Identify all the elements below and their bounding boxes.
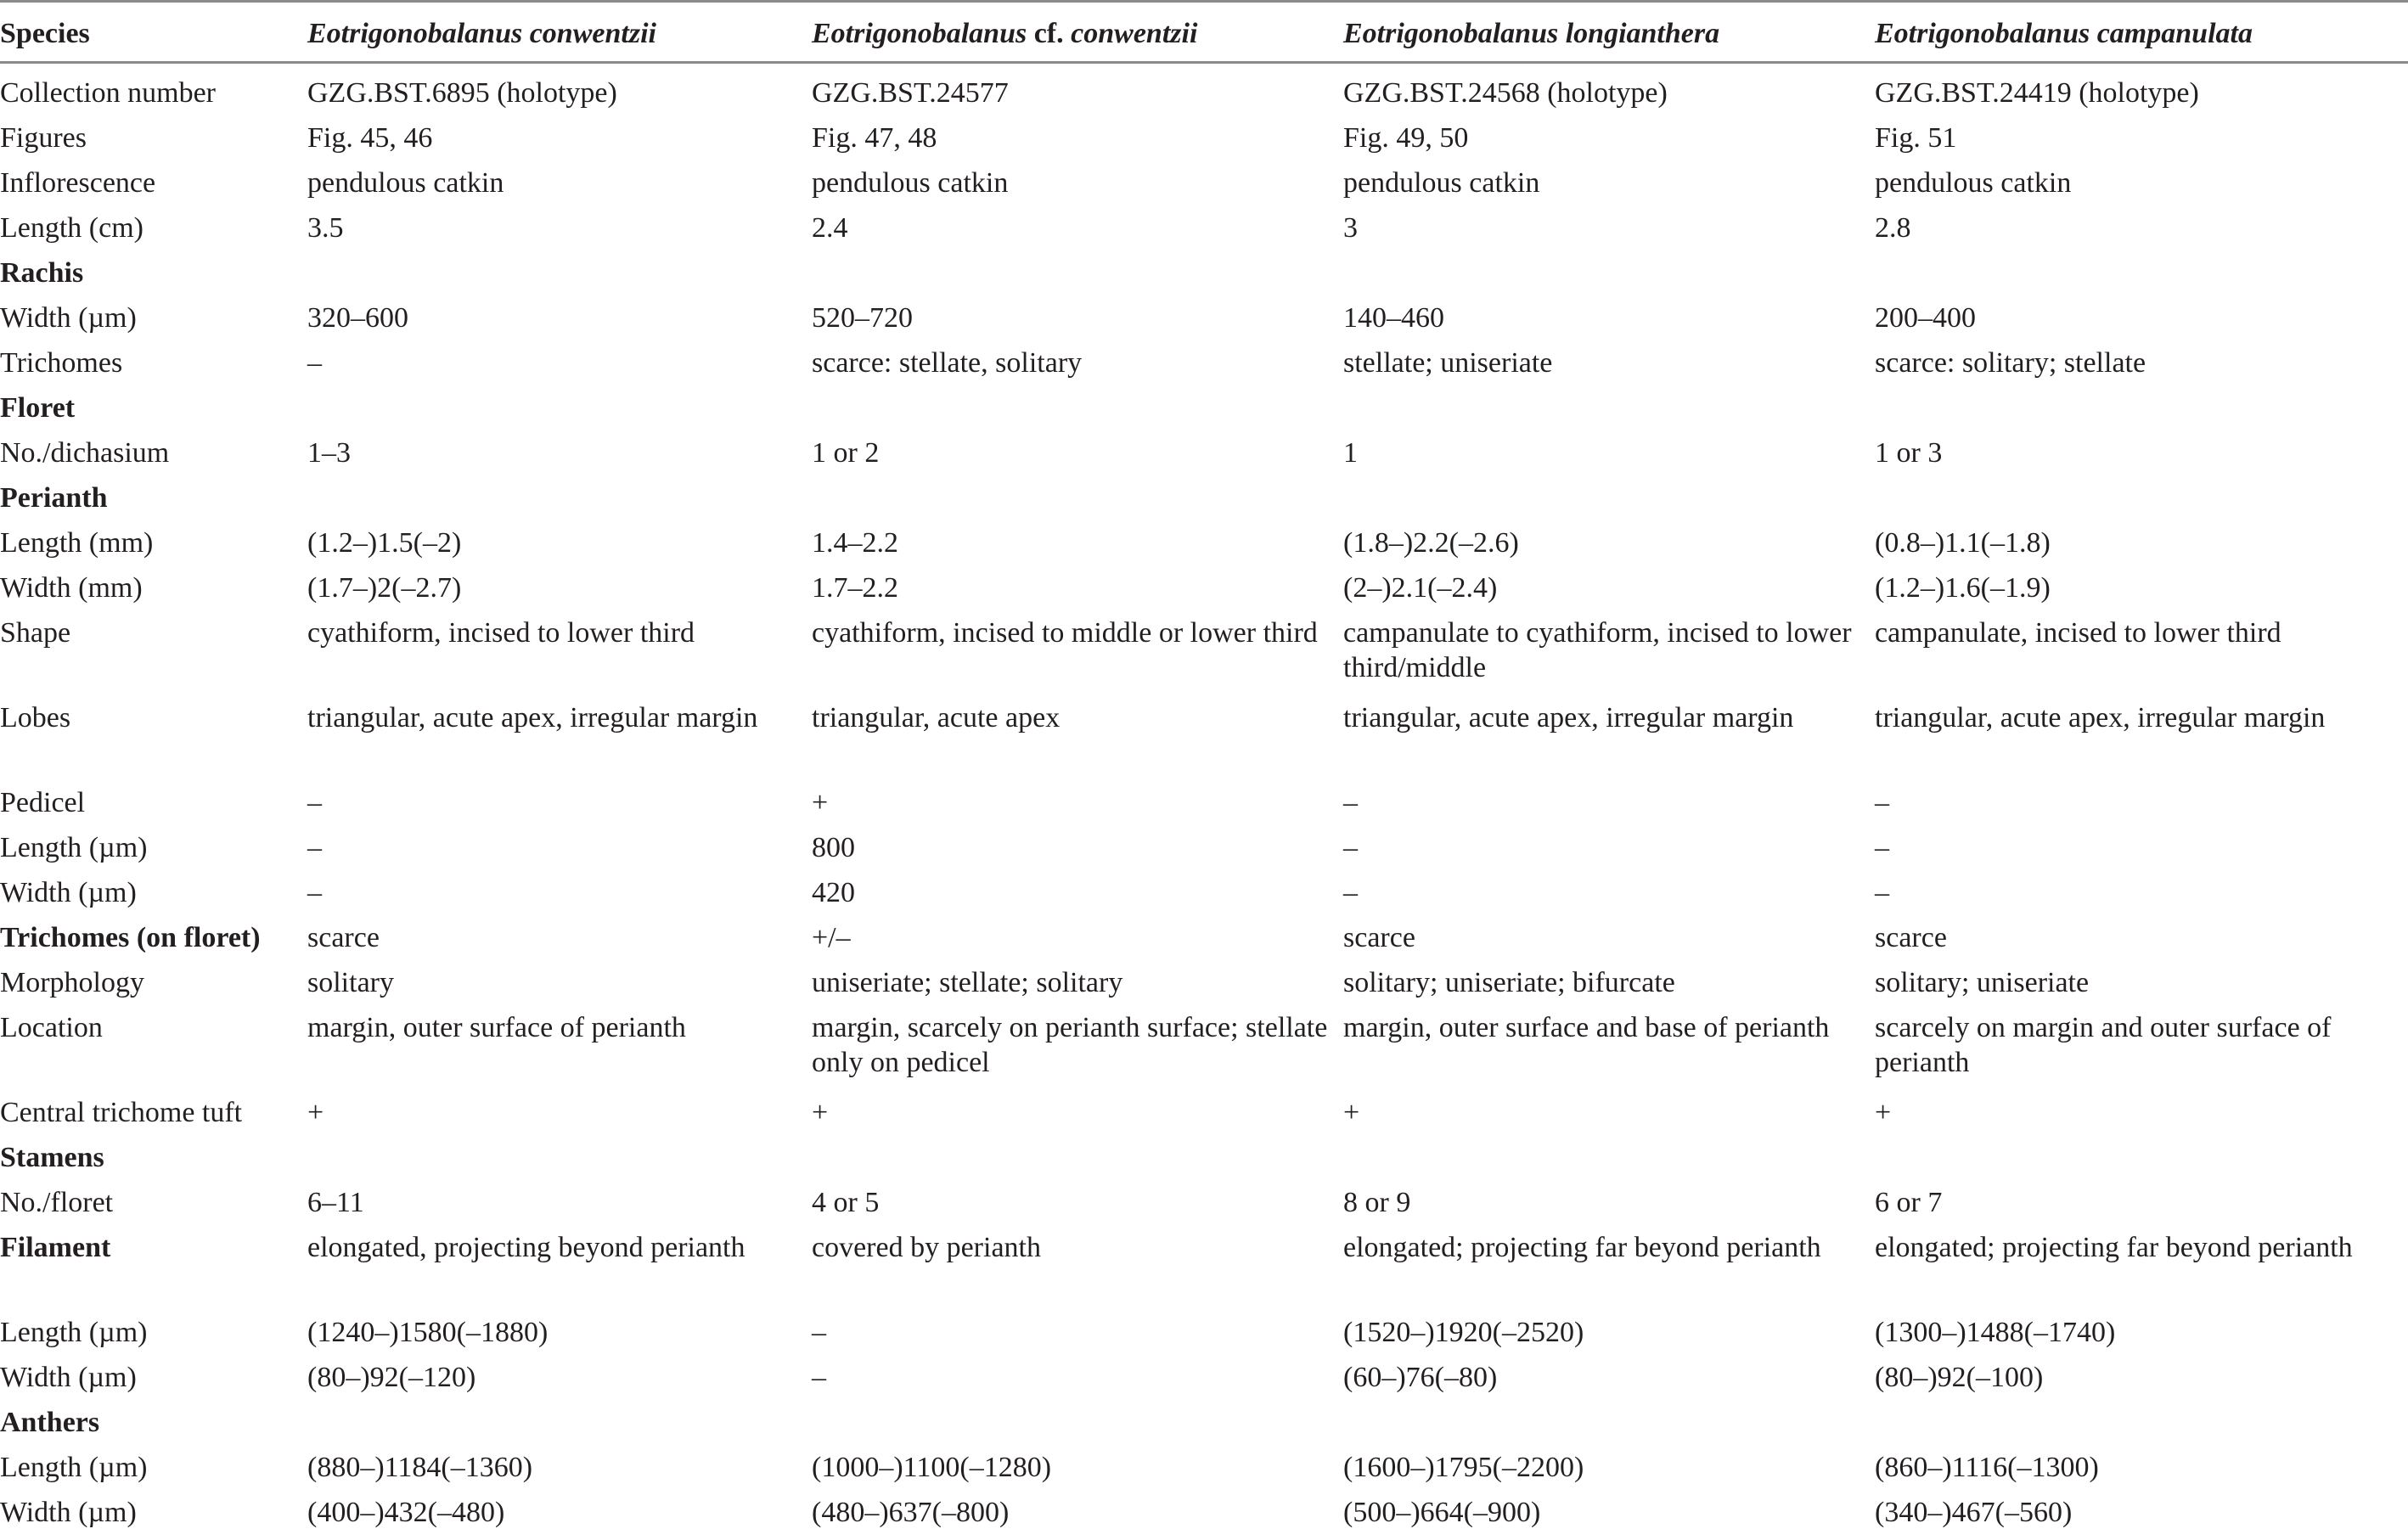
table-section-row [0, 920, 2408, 965]
row-label: Length (mm) [0, 526, 307, 570]
table-cell: solitary [307, 965, 812, 1010]
table-cell: + [812, 1095, 1343, 1140]
table-cell: scarce [1875, 920, 2408, 965]
table-cell [812, 256, 1343, 301]
table-cell: cyathiform, incised to lower third [307, 615, 812, 700]
column-header [1875, 2, 2408, 63]
section-label: Rachis [0, 256, 307, 301]
table-cell: 200–400 [1875, 301, 2408, 346]
table-cell: (1300–)1488(–1740) [1875, 1315, 2408, 1360]
table-cell: scarce: solitary; stellate [1875, 346, 2408, 391]
table-cell: campanulate, incised to lower third [1875, 615, 2408, 700]
section-label: Perianth [0, 481, 307, 526]
row-label: Width (µm) [0, 1360, 307, 1405]
table-cell: pendulous catkin [812, 166, 1343, 211]
table-cell: + [307, 1095, 812, 1140]
table-cell: scarce [1343, 920, 1875, 965]
table-cell: 1.7–2.2 [812, 570, 1343, 615]
table-cell: cyathiform, incised to middle or lower third [812, 615, 1343, 700]
table-cell: (500–)664(–900) [1343, 1495, 1875, 1540]
section-label: Stamens [0, 1140, 307, 1185]
table-row [0, 1315, 2408, 1360]
section-label: Trichomes (on floret) [0, 920, 307, 965]
table-row [0, 785, 2408, 830]
table-cell [1875, 1140, 2408, 1185]
row-label: Collection number [0, 63, 307, 121]
table-header [0, 2, 2408, 63]
table-cell [1875, 256, 2408, 301]
table-cell: (1600–)1795(–2200) [1343, 1450, 1875, 1495]
table-cell: – [307, 875, 812, 920]
table-cell: – [307, 346, 812, 391]
table-cell: margin, outer surface of perianth [307, 1010, 812, 1095]
species-epithet: conwentzii [530, 18, 656, 49]
table-cell: margin, scarcely on perianth surface; stellate only on pedicel [812, 1010, 1343, 1095]
table-cell [1343, 1140, 1875, 1185]
table-cell [307, 391, 812, 436]
table-cell: (1.2–)1.5(–2) [307, 526, 812, 570]
table-cell: triangular, acute apex, irregular margin [1875, 700, 2408, 785]
row-label: No./dichasium [0, 436, 307, 481]
row-label: Length (µm) [0, 1450, 307, 1495]
genus-name: Eotrigonobalanus [812, 18, 1027, 49]
table-cell: campanulate to cyathiform, incised to lower third/middle [1343, 615, 1875, 700]
table-cell: pendulous catkin [1875, 166, 2408, 211]
qualifier: cf. [1034, 18, 1064, 49]
table-cell: Fig. 51 [1875, 121, 2408, 166]
table-cell: 1 or 3 [1875, 436, 2408, 481]
section-label: Anthers [0, 1405, 307, 1450]
table-cell: (340–)467(–560) [1875, 1495, 2408, 1540]
row-label: Length (cm) [0, 211, 307, 256]
table-cell: 140–460 [1343, 301, 1875, 346]
table-cell: stellate; uniseriate [1343, 346, 1875, 391]
table-cell: (1520–)1920(–2520) [1343, 1315, 1875, 1360]
table-row [0, 1185, 2408, 1230]
row-label: Width (µm) [0, 875, 307, 920]
table-row [0, 570, 2408, 615]
table-section-row [0, 481, 2408, 526]
table-cell: pendulous catkin [1343, 166, 1875, 211]
row-label: Width (µm) [0, 301, 307, 346]
table-row [0, 121, 2408, 166]
table-section-row [0, 256, 2408, 301]
table-section-row [0, 1405, 2408, 1450]
table-cell: triangular, acute apex, irregular margin [307, 700, 812, 785]
table-row [0, 301, 2408, 346]
table-cell: 2.8 [1875, 211, 2408, 256]
species-header: Species [0, 2, 307, 63]
table-cell: 6–11 [307, 1185, 812, 1230]
species-epithet: conwentzii [1071, 18, 1197, 49]
table-cell: + [1343, 1095, 1875, 1140]
table-cell: – [1343, 785, 1875, 830]
row-label: No./floret [0, 1185, 307, 1230]
table-cell: – [1343, 875, 1875, 920]
table-section-row [0, 391, 2408, 436]
table-cell: – [812, 1315, 1343, 1360]
table-cell: (1.8–)2.2(–2.6) [1343, 526, 1875, 570]
table-cell: covered by perianth [812, 1230, 1343, 1315]
table-row [0, 1010, 2408, 1095]
table-section-row [0, 1140, 2408, 1185]
header-row [0, 2, 2408, 63]
row-label: Lobes [0, 700, 307, 785]
table-row [0, 875, 2408, 920]
table-cell: 8 or 9 [1343, 1185, 1875, 1230]
table-cell: Fig. 47, 48 [812, 121, 1343, 166]
table-cell: 6 or 7 [1875, 1185, 2408, 1230]
table-row [0, 63, 2408, 121]
table-cell: scarce: stellate, solitary [812, 346, 1343, 391]
table-cell: 320–600 [307, 301, 812, 346]
table-section-row [0, 1230, 2408, 1315]
table-cell: uniseriate; stellate; solitary [812, 965, 1343, 1010]
table-cell: (1.2–)1.6(–1.9) [1875, 570, 2408, 615]
table-row [0, 965, 2408, 1010]
table-row [0, 830, 2408, 875]
table-cell [1343, 1405, 1875, 1450]
table-row [0, 1450, 2408, 1495]
row-label: Length (µm) [0, 830, 307, 875]
table-row [0, 436, 2408, 481]
table-cell: (480–)637(–800) [812, 1495, 1343, 1540]
species-epithet: longianthera [1566, 18, 1719, 49]
genus-name: Eotrigonobalanus [1875, 18, 2090, 49]
table-cell: 1 or 2 [812, 436, 1343, 481]
table-cell: 1–3 [307, 436, 812, 481]
table-cell [1343, 391, 1875, 436]
row-label: Length (µm) [0, 1315, 307, 1360]
table-cell [1875, 1405, 2408, 1450]
table-cell: 800 [812, 830, 1343, 875]
table-row [0, 615, 2408, 700]
table-row [0, 700, 2408, 785]
table-row [0, 346, 2408, 391]
table-row [0, 1495, 2408, 1540]
table-cell: (0.8–)1.1(–1.8) [1875, 526, 2408, 570]
table-cell: GZG.BST.6895 (holotype) [307, 63, 812, 121]
table-cell: 4 or 5 [812, 1185, 1343, 1230]
table-cell [812, 391, 1343, 436]
table-cell: (1000–)1100(–1280) [812, 1450, 1343, 1495]
table-cell [1875, 481, 2408, 526]
table-cell: (860–)1116(–1300) [1875, 1450, 2408, 1495]
table-cell: scarce [307, 920, 812, 965]
table-cell: – [307, 830, 812, 875]
table-cell: elongated, projecting beyond perianth [307, 1230, 812, 1315]
row-label: Figures [0, 121, 307, 166]
table-cell: – [812, 1360, 1343, 1405]
species-epithet: campanulata [2097, 18, 2253, 49]
table-cell: scarcely on margin and outer surface of perianth [1875, 1010, 2408, 1095]
table-body [0, 63, 2408, 1540]
table-cell: triangular, acute apex, irregular margin [1343, 700, 1875, 785]
table-row [0, 1095, 2408, 1140]
table-cell: – [1875, 875, 2408, 920]
table-cell: GZG.BST.24568 (holotype) [1343, 63, 1875, 121]
genus-name: Eotrigonobalanus [1343, 18, 1558, 49]
table-cell: 420 [812, 875, 1343, 920]
table-cell: + [1875, 1095, 2408, 1140]
row-label: Shape [0, 615, 307, 700]
table-cell: pendulous catkin [307, 166, 812, 211]
table-cell: GZG.BST.24577 [812, 63, 1343, 121]
table-cell: 3.5 [307, 211, 812, 256]
table-cell: 3 [1343, 211, 1875, 256]
table-cell [1343, 256, 1875, 301]
table-cell [812, 1140, 1343, 1185]
table-cell: – [307, 785, 812, 830]
row-label: Central trichome tuft [0, 1095, 307, 1140]
table-cell: elongated; projecting far beyond perianth [1343, 1230, 1875, 1315]
genus-name: Eotrigonobalanus [307, 18, 522, 49]
table-cell: – [1875, 785, 2408, 830]
section-label: Floret [0, 391, 307, 436]
table-cell: + [812, 785, 1343, 830]
table-cell [1343, 481, 1875, 526]
table-cell: – [1343, 830, 1875, 875]
column-header [1343, 2, 1875, 63]
table-cell: 1 [1343, 436, 1875, 481]
table-cell: – [1875, 830, 2408, 875]
column-header [307, 2, 812, 63]
table-cell [307, 481, 812, 526]
table-cell [307, 1140, 812, 1185]
table-cell: (400–)432(–480) [307, 1495, 812, 1540]
table-cell: elongated; projecting far beyond perianth [1875, 1230, 2408, 1315]
table-cell: (80–)92(–120) [307, 1360, 812, 1405]
table-cell: (2–)2.1(–2.4) [1343, 570, 1875, 615]
table-cell: (60–)76(–80) [1343, 1360, 1875, 1405]
row-label: Inflorescence [0, 166, 307, 211]
table-cell: GZG.BST.24419 (holotype) [1875, 63, 2408, 121]
table-cell: 2.4 [812, 211, 1343, 256]
table-cell: solitary; uniseriate [1875, 965, 2408, 1010]
row-label: Width (µm) [0, 1495, 307, 1540]
table-cell: 1.4–2.2 [812, 526, 1343, 570]
table-cell: 520–720 [812, 301, 1343, 346]
table-cell: triangular, acute apex [812, 700, 1343, 785]
table-cell: (880–)1184(–1360) [307, 1450, 812, 1495]
table-cell: Fig. 49, 50 [1343, 121, 1875, 166]
row-label: Morphology [0, 965, 307, 1010]
row-label: Width (mm) [0, 570, 307, 615]
table-cell: margin, outer surface and base of perianth [1343, 1010, 1875, 1095]
section-label: Filament [0, 1230, 307, 1315]
row-label: Pedicel [0, 785, 307, 830]
table-cell: solitary; uniseriate; bifurcate [1343, 965, 1875, 1010]
table-cell [307, 256, 812, 301]
table-row [0, 526, 2408, 570]
table-cell: (80–)92(–100) [1875, 1360, 2408, 1405]
row-label: Trichomes [0, 346, 307, 391]
table-row [0, 166, 2408, 211]
table-cell: Fig. 45, 46 [307, 121, 812, 166]
table-row [0, 211, 2408, 256]
column-header [812, 2, 1343, 63]
table-row [0, 1360, 2408, 1405]
table-cell: (1.7–)2(–2.7) [307, 570, 812, 615]
table-cell [1875, 391, 2408, 436]
table-cell: (1240–)1580(–1880) [307, 1315, 812, 1360]
table-cell [812, 1405, 1343, 1450]
table-cell [812, 481, 1343, 526]
row-label: Location [0, 1010, 307, 1095]
table-cell [307, 1405, 812, 1450]
table-cell: +/– [812, 920, 1343, 965]
